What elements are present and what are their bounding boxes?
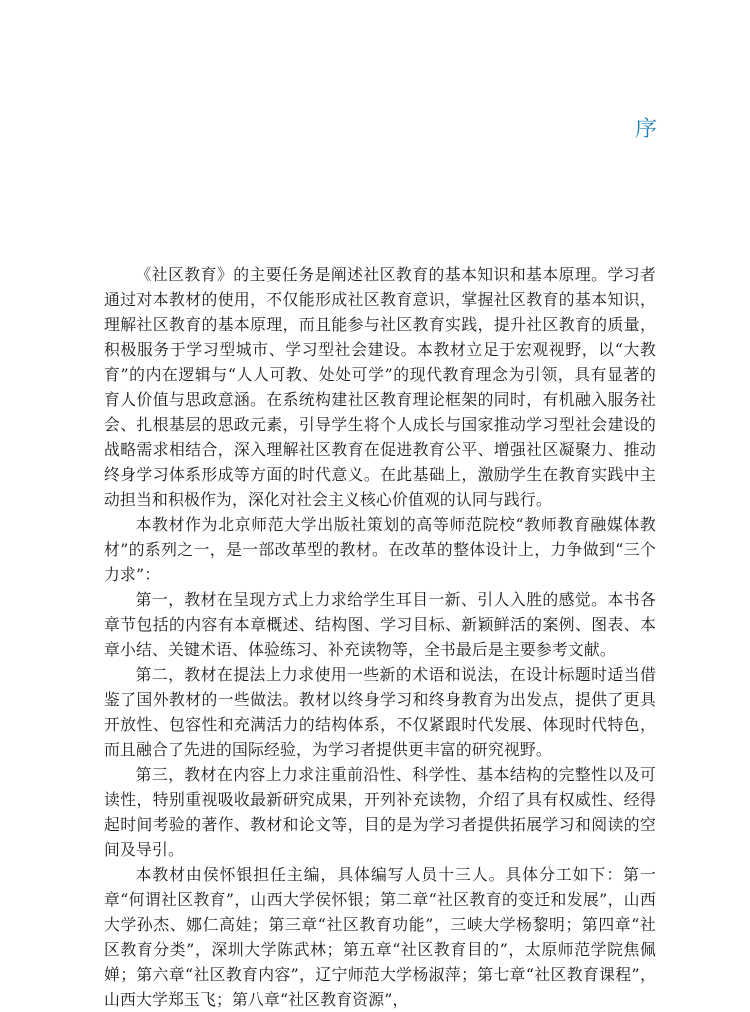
- paragraph-3: 第一，教材在呈现方式上力求给学生耳目一新、引人入胜的感觉。本书各章节包括的内容有本章概述、结构图、学习目标、新颖鲜活的案例、图表、本章小结、关键术语、体验练习、补充读物等，全书最后是主要参考文献。: [104, 590, 656, 659]
- paragraph-1: 《社区教育》的主要任务是阐述社区教育的基本知识和基本原理。学习者通过对本教材的使用，不仅能形成社区教育意识，掌握社区教育的基本知识，理解社区教育的基本原理，而且能参与社区教育实践，提升社区教育的质量，积极服务于学习型城市、学习型社会建设。本教材立足于宏观视野，以“大教育”的内在逻辑与“人人可教、处处可学”的现代教育理念为引领，具有显著的育人价值与思政意涵。在系统构建社区教育理论框架的同时，有机融入服务社会、扎根基层的思政元素，引导学生将个人成长与国家推动学习型社会建设的战略需求相结合，深入理解社区教育在促进教育公平、增强社区凝聚力、推动终身学习体系形成等方面的时代意义。在此基础上，激励学生在教育实践中主动担当和积极作为，深化对社会主义核心价值观的认同与践行。: [104, 265, 656, 509]
- paragraph-5: 第三，教材在内容上力求注重前沿性、科学性、基本结构的完整性以及可读性，特别重视吸收最新研究成果，开列补充读物，介绍了具有权威性、经得起时间考验的著作、教材和论文等，目的是为学习者提供拓展学习和阅读的空间及导引。: [104, 765, 656, 859]
- paragraph-6: 本教材由侯怀银担任主编，具体编写人员十三人。具体分工如下：第一章“何谓社区教育”，山西大学侯怀银；第二章“社区教育的变迁和发展”，山西大学孙杰、娜仁高娃；第三章“社区教育功能”，三峡大学杨黎明；第四章“社区教育分类”，深圳大学陈武林；第五章“社区教育目的”，太原师范学院焦佩婵；第六章“社区教育内容”，辽宁师范大学杨淑萍；第七章“社区教育课程”，山西大学郑玉飞；第八章“社区教育资源”，: [104, 865, 656, 1009]
- paragraph-4: 第二，教材在提法上力求使用一些新的术语和说法，在设计标题时适当借鉴了国外教材的一些做法。教材以终身学习和终身教育为出发点，提供了更具开放性、包容性和充满活力的结构体系，不仅紧跟时代发展、体现时代特色，而且融合了先进的国际经验，为学习者提供更丰富的研究视野。: [104, 665, 656, 759]
- preface-heading: 序: [634, 117, 658, 142]
- preface-body: [104, 262, 656, 1012]
- paragraph-2: 本教材作为北京师范大学出版社策划的高等师范院校“教师教育融媒体教材”的系列之一，是一部改革型的教材。在改革的整体设计上，力争做到“三个力求”：: [104, 515, 656, 584]
